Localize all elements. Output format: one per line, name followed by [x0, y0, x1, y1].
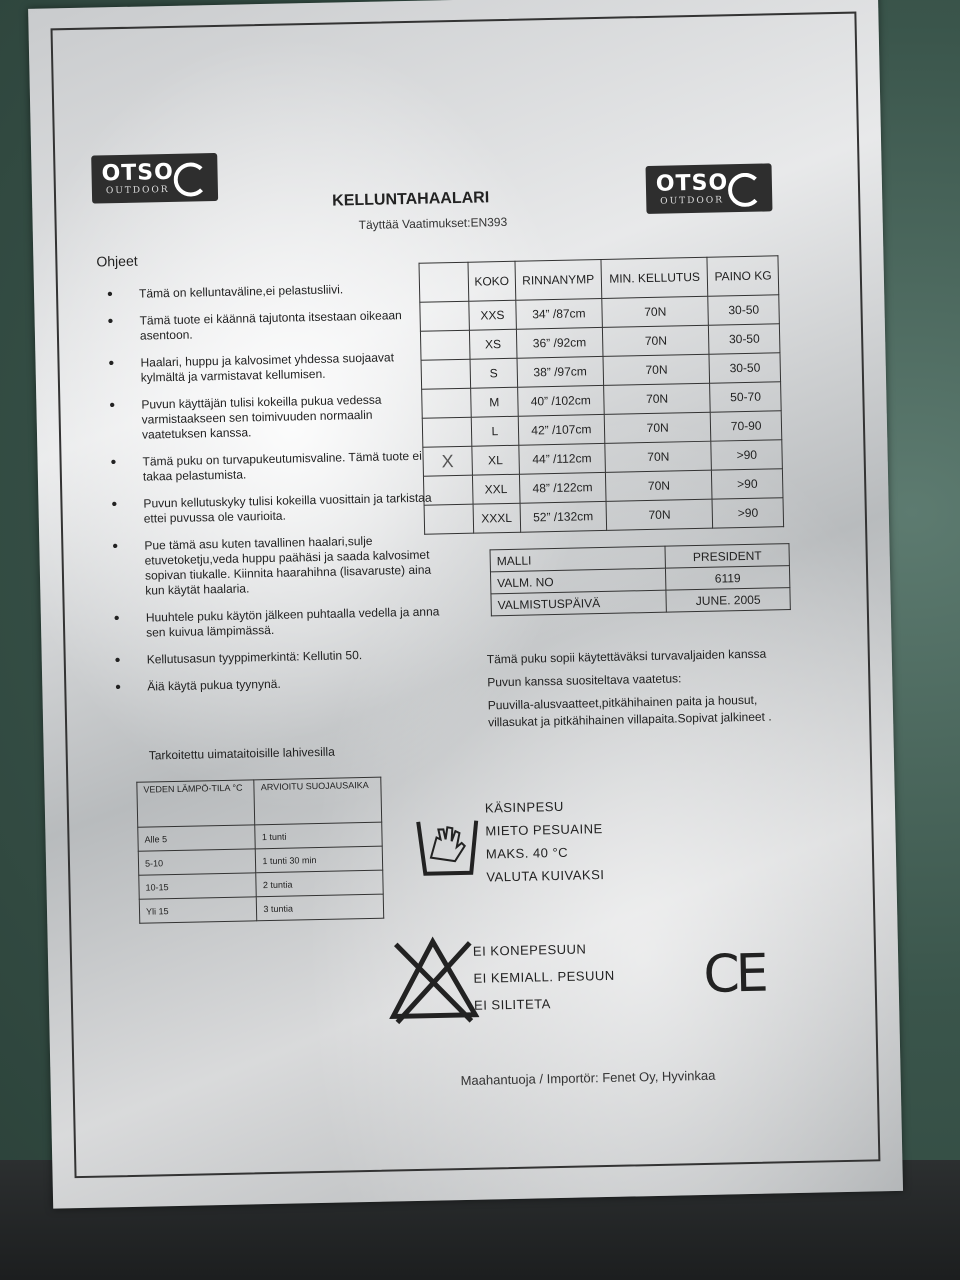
table-cell: >90 [712, 469, 783, 499]
table-cell: 70N [602, 296, 709, 327]
label-subtitle: Täyttää Vaatimukset:EN393 [358, 214, 508, 233]
size-header-blank [419, 262, 469, 302]
instruction-item: • Kellutusasun tyyppimerkintä: Kellutin 50. [115, 646, 445, 668]
table-cell: 70N [604, 412, 711, 443]
table-cell: VEDEN LÄMPÖ-TILA °C [137, 780, 255, 827]
table-cell: Alle 5 [138, 825, 256, 851]
table-cell: 70N [605, 470, 712, 501]
usage-text [487, 645, 809, 738]
prohibited-care-text [473, 935, 616, 1019]
table-cell: XL [472, 445, 519, 475]
care-line: EI SILITETA [473, 996, 551, 1013]
table-cell: ARVIOITU SUOJAUSAIKA [254, 777, 381, 825]
table-cell: M [471, 387, 518, 417]
care-line: MIETO PESUAINE [485, 821, 603, 839]
table-cell: 44” /112cm [518, 443, 605, 474]
care-label [28, 0, 903, 1209]
table-cell: XXL [472, 474, 519, 504]
instruction-item: • Tämä on kelluntaväline,ei pelastusliivi. [107, 280, 437, 302]
instruction-item: • Huuhtele puku käytön jälkeen puhtaalla vedella ja anna sen kuivua lämpimässä. [114, 604, 445, 641]
table-cell: 70N [604, 383, 711, 414]
table-cell: L [471, 416, 518, 446]
logo-name: OTSO [655, 170, 729, 197]
instruction-item: • Äiä käytä pukua tyynynä. [115, 673, 445, 695]
logo-swirl-icon [728, 173, 763, 208]
table-cell: 48” /122cm [519, 472, 606, 503]
table-cell: MALLI [490, 546, 666, 572]
table-cell: 42” /107cm [518, 414, 605, 445]
usage-paragraph: Puvun kanssa suositeltava vaatetus: [487, 671, 682, 690]
mark-cell [420, 330, 470, 360]
size-header-paino: PAINO KG [707, 256, 778, 296]
care-line: KÄSINPESU [484, 798, 564, 816]
temperature-table [136, 777, 384, 924]
care-line: MAKS. 40 °C [485, 844, 569, 862]
table-cell: 34” /87cm [515, 298, 602, 329]
instruction-item: • Puvun kellutuskyky tulisi kokeilla vuosittain ja tarkistaa ettei puvussa ole vaurioita. [111, 490, 442, 527]
instructions-list [107, 280, 446, 707]
table-cell: 38” /97cm [517, 356, 604, 387]
instruction-item: • Pue tämä asu kuten tavallinen haalari,sulje etuvetoketju,veda huppu paähäsi ja saada kalvosimet sopivan tiukalle. Kiinnita haarahihna (lisavaruste) aina kun käytät haalaria. [112, 532, 443, 599]
table-cell: 2 tuntia [256, 870, 383, 897]
table-cell: 52” /132cm [520, 501, 607, 532]
table-row [137, 777, 382, 827]
mark-cell [420, 301, 470, 331]
table-cell: 40” /102cm [517, 385, 604, 416]
mark-cell [421, 359, 471, 389]
table-cell: VALMISTUSPÄIVÄ [491, 590, 667, 616]
mark-cell [424, 504, 474, 534]
table-cell: XXS [469, 300, 516, 330]
instruction-item: • Tämä puku on turvapukeutumisvaline. Tämä tuote ei takaa pelastumista. [110, 448, 441, 485]
instruction-item: • Haalari, huppu ja kalvosimet yhdessa suojaavat kylmältä ja varmistavat kellumisen. [108, 349, 439, 386]
otso-logo-right [646, 163, 773, 214]
table-cell: 10-15 [139, 873, 257, 899]
logo-name: OTSO [101, 159, 175, 187]
table-cell: XS [469, 329, 516, 359]
selected-size-mark: X [423, 446, 473, 476]
usage-paragraph: Tämä puku sopii käytettäväksi turvavaljaiden kanssa [486, 646, 767, 667]
table-cell: 1 tunti [255, 822, 382, 849]
mark-cell [422, 417, 472, 447]
table-cell: 70N [603, 354, 710, 385]
table-cell: >90 [711, 440, 782, 470]
table-cell: 30-50 [709, 324, 780, 354]
logo-sub: OUTDOOR [105, 184, 170, 197]
table-cell: 3 tuntia [257, 894, 384, 921]
hand-wash-text [485, 794, 605, 888]
care-line: EI KONEPESUUN [472, 941, 587, 959]
otso-logo-left [91, 153, 218, 204]
table-cell: 5-10 [138, 849, 256, 875]
table-cell: PRESIDENT [665, 544, 789, 569]
table-cell: VALM. NO [490, 568, 666, 594]
no-machine-wash-bleach-iron-icon [388, 935, 480, 1027]
model-table [490, 543, 791, 616]
table-row [139, 894, 383, 923]
table-cell: Yli 15 [139, 897, 257, 923]
table-cell: XXXL [473, 503, 520, 533]
instruction-item: • Puvun käyttäjän tulisi kokeilla pukua vedessa varmistaakseen sen toimivuuden normaalin vaatetuksen kanssa. [109, 391, 440, 443]
table-cell: 6119 [666, 566, 790, 591]
logo-swirl-icon [173, 162, 208, 197]
size-header-rinnanymp: RINNANYMP [515, 259, 602, 300]
care-line: VALUTA KUIVAKSI [486, 867, 605, 885]
table-cell: S [470, 358, 517, 388]
size-header-kellutus: MIN. KELLUTUS [601, 257, 708, 298]
table-cell: 30-50 [709, 353, 780, 383]
importer-text: Maahantuoja / Importör: Fenet Oy, Hyvinkaa [460, 1067, 716, 1089]
mark-cell [422, 388, 472, 418]
logo-sub: OUTDOOR [660, 195, 725, 207]
table-cell: >90 [712, 498, 783, 528]
label-title: KELLUNTAHAALARI [332, 189, 490, 210]
table-cell: 36” /92cm [516, 327, 603, 358]
table-cell: 70N [602, 325, 709, 356]
purpose-note: Tarkoitettu uimataitoisille lahivesilla [148, 744, 335, 763]
mark-cell [423, 475, 473, 505]
instructions-heading: Ohjeet [96, 252, 138, 270]
table-cell: 70N [605, 441, 712, 472]
table-cell: 70N [606, 499, 713, 530]
table-cell: 50-70 [710, 382, 781, 412]
size-table [418, 255, 784, 534]
care-line: EI KEMIALL. PESUUN [473, 967, 615, 986]
hand-wash-icon [414, 817, 481, 882]
table-cell: JUNE. 2005 [666, 588, 790, 613]
size-header-koko: KOKO [468, 261, 515, 301]
ce-mark-icon: CE [702, 943, 766, 1005]
usage-paragraph: Puuvilla-alusvaatteet,pitkähihainen paita ja housut, villasukat ja pitkähihainen villapaita.Sopivat jalkineet . [487, 692, 772, 730]
instruction-item: • Tämä tuote ei käännä tajutonta itsestaan oikeaan asentoon. [108, 307, 439, 344]
table-cell: 1 tunti 30 min [256, 846, 383, 873]
table-cell: 70-90 [711, 411, 782, 441]
table-cell: 30-50 [708, 295, 779, 325]
